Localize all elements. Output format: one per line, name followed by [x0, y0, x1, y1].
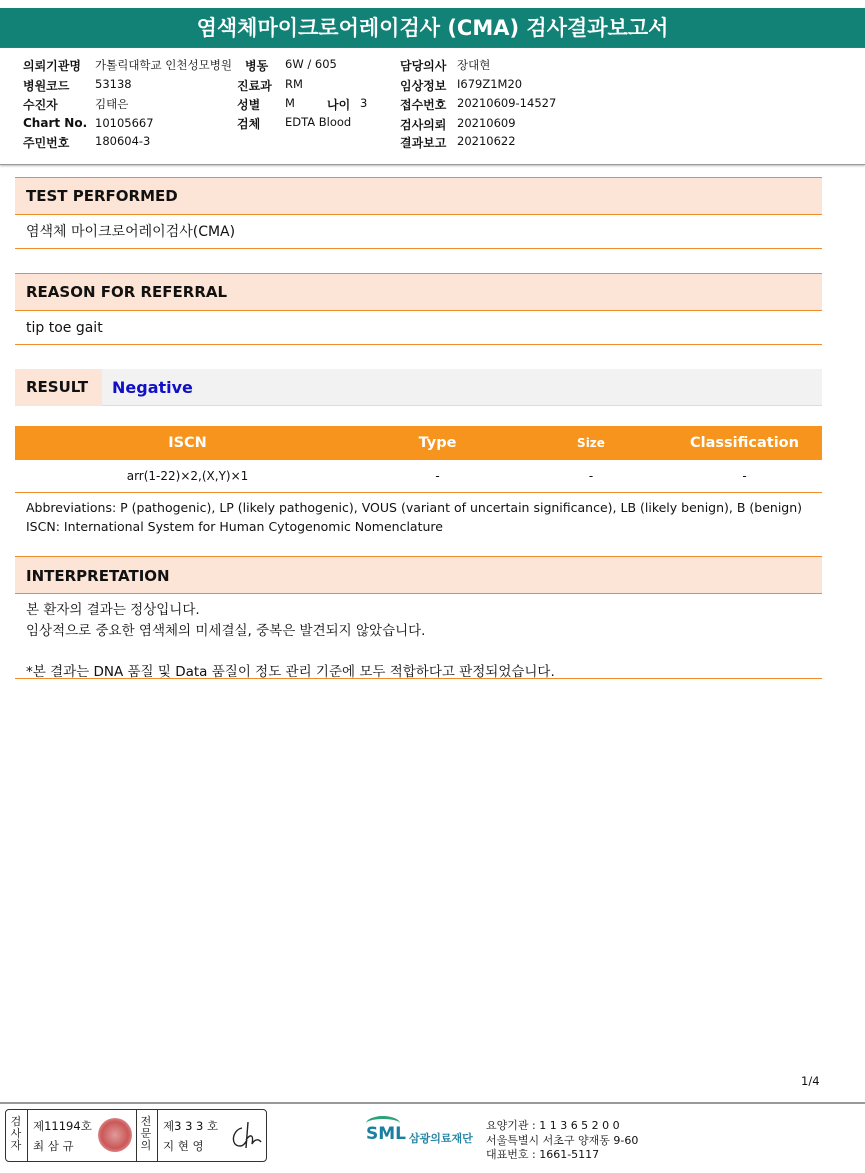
reason-value: tip toe gait [15, 311, 822, 345]
request-date-label: 검사의뢰 [400, 118, 447, 132]
cell-type: - [435, 469, 440, 483]
table-header [15, 426, 822, 460]
col-size: Size [577, 436, 605, 450]
interpretation-line-1: 본 환자의 결과는 정상입니다. [26, 602, 200, 618]
hospital-code-label: 병원코드 [23, 79, 70, 93]
receipt-no-value: 20210609-14527 [457, 96, 557, 110]
table-row [15, 460, 822, 493]
interpretation-note: *본 결과는 DNA 품질 및 Data 품질이 정도 관리 기준에 모두 적합하다고 판정되었습니다. [26, 664, 555, 680]
report-title: 염색체마이크로어레이검사 (CMA) 검사결과보고서 [0, 8, 865, 48]
sex-value: M [285, 96, 295, 110]
physician-name: 지 현 영 [163, 1139, 204, 1153]
footer-divider [0, 1102, 865, 1104]
separator [27, 1110, 28, 1161]
specimen-label: 검체 [237, 117, 261, 131]
examiner-seal-icon [98, 1118, 132, 1152]
interpretation-line-2: 임상적으로 중요한 염색체의 미세결실, 중복은 발견되지 않았습니다. [26, 623, 426, 639]
chart-no-value: 10105667 [95, 116, 154, 130]
result-value: Negative [112, 378, 193, 397]
doctor-label: 담당의사 [400, 59, 447, 73]
department-label: 진료과 [237, 79, 272, 93]
interpretation-divider [15, 678, 822, 679]
col-iscn: ISCN [168, 435, 207, 451]
institution-code: 요양기관 : 1 1 3 6 5 2 0 0 [486, 1119, 620, 1132]
ward-value: 6W / 605 [285, 57, 337, 71]
phone: 대표번호 : 1661-5117 [486, 1148, 600, 1161]
cell-size: - [588, 469, 594, 483]
specimen-value: EDTA Blood [285, 115, 352, 129]
patient-value: 김태은 [95, 97, 129, 111]
age-label: 나이 [327, 98, 351, 112]
ward-label: 병동 [245, 59, 269, 73]
abbreviations-line: Abbreviations: P (pathogenic), LP (likely pathogenic), VOUS (variant of uncertain significance), LB (likely benign), B (benign) [26, 500, 803, 515]
clinical-info-label: 임상정보 [400, 79, 447, 93]
hospital-code-value: 53138 [95, 77, 132, 91]
physician-signature-icon [228, 1118, 264, 1152]
separator [136, 1110, 137, 1161]
age-value: 3 [360, 96, 368, 110]
doctor-value: 장대현 [457, 58, 491, 72]
cell-iscn: arr(1-22)×2,(X,Y)×1 [126, 469, 249, 483]
physician-vertical-label: 전 문 의 [140, 1115, 152, 1152]
department-value: RM [285, 77, 303, 91]
org-name: 삼광의료재단 [409, 1132, 473, 1145]
page-number: 1/4 [801, 1074, 820, 1088]
hospital-value: 가톨릭대학교 인천성모병원 [95, 58, 232, 72]
id-number-label: 주민번호 [23, 136, 70, 150]
chart-no-label: Chart No. [23, 116, 88, 130]
report-date-value: 20210622 [457, 134, 516, 148]
examiner-vertical-label: 검 사 자 [10, 1115, 22, 1152]
sml-logo [366, 1116, 481, 1156]
result-row [15, 369, 822, 406]
iscn-definition-line: ISCN: International System for Human Cytogenomic Nomenclature [26, 519, 443, 534]
cnv-table [15, 426, 822, 493]
patient-info-panel [0, 48, 865, 165]
patient-label: 수진자 [23, 98, 58, 112]
col-type: Type [418, 435, 457, 451]
examiner-license: 제11194호 [33, 1119, 92, 1133]
receipt-no-label: 접수번호 [400, 98, 447, 112]
report-date-label: 결과보고 [400, 136, 447, 150]
reason-heading: REASON FOR REFERRAL [15, 273, 822, 311]
request-date-value: 20210609 [457, 116, 516, 130]
logo-text: SML [366, 1124, 406, 1144]
cell-classification: - [742, 469, 747, 483]
id-number-value: 180604-3 [95, 134, 151, 148]
examiner-name: 최 삼 규 [33, 1139, 74, 1153]
physician-license: 제3 3 3 호 [163, 1119, 219, 1133]
hospital-label: 의뢰기관명 [23, 59, 81, 73]
clinical-info-value: I679Z1M20 [457, 77, 523, 91]
sex-label: 성별 [237, 98, 261, 112]
separator [157, 1110, 158, 1161]
result-heading: RESULT [15, 369, 102, 406]
signature-box [5, 1109, 267, 1162]
col-classification: Classification [690, 435, 799, 451]
interpretation-heading: INTERPRETATION [15, 556, 822, 594]
address: 서울특별시 서초구 양재동 9-60 [486, 1134, 639, 1147]
test-performed-heading: TEST PERFORMED [15, 177, 822, 215]
test-performed-value: 염색체 마이크로어레이검사(CMA) [15, 215, 822, 249]
